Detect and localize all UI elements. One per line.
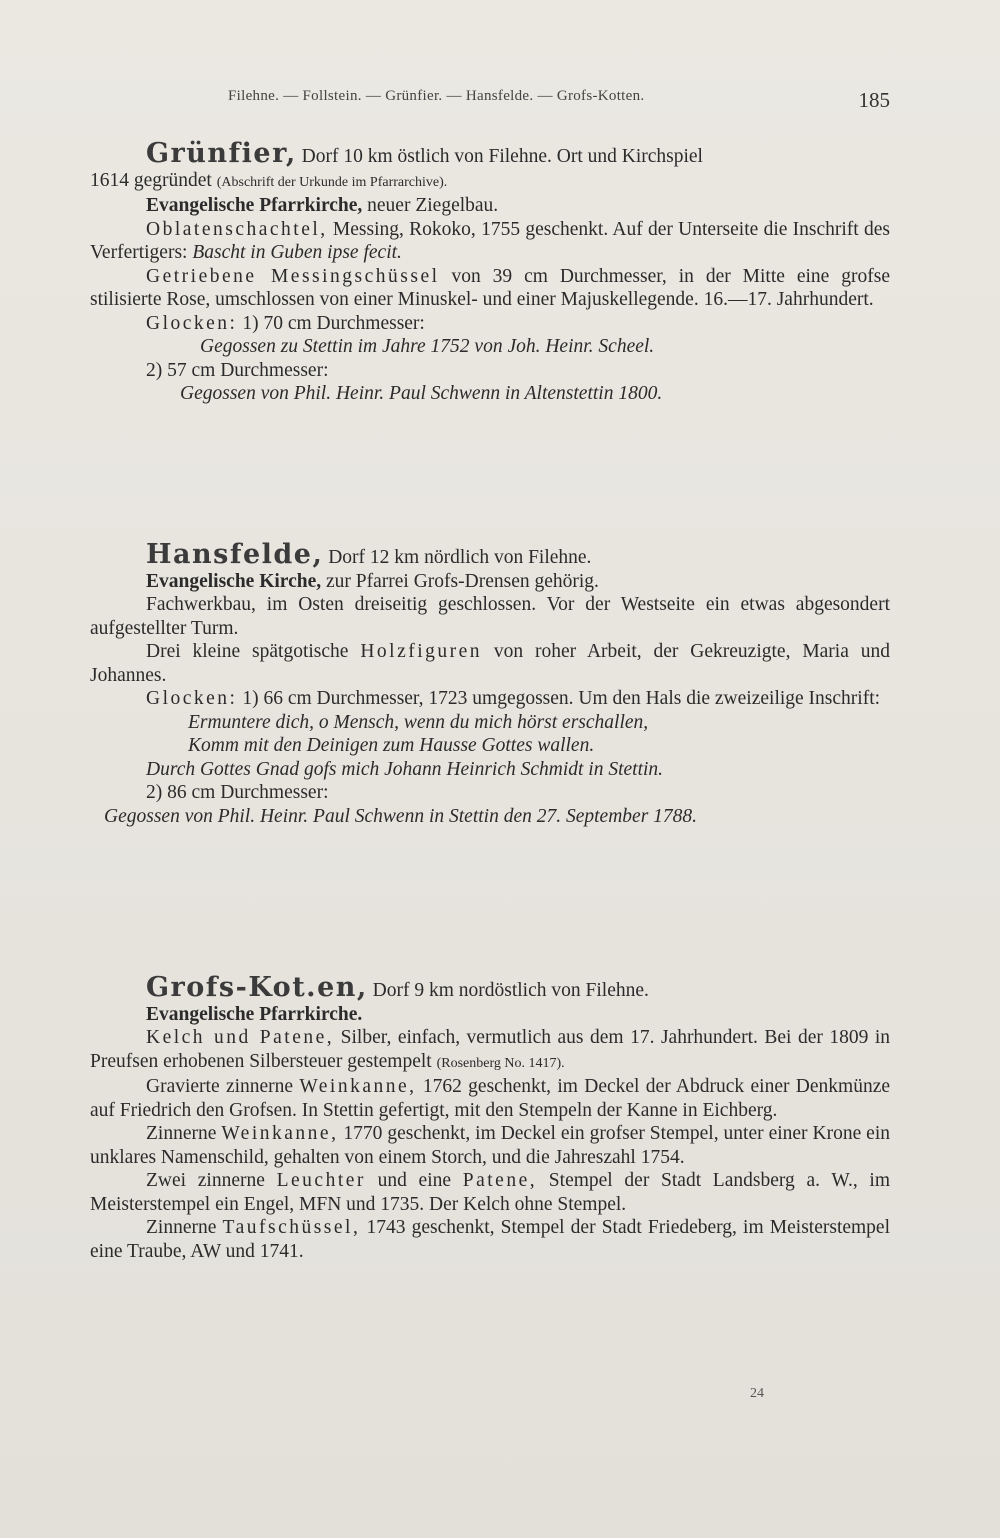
paragraph: Fachwerkbau, im Osten dreiseitig geschlossen. Vor der Westseite ein etwas abgesondert aufgestellter Turm.: [90, 594, 890, 639]
text: Stempel der Stadt Landsberg a. W., im Meisterstempel ein Engel, MFN und 1735. Der Kelch ohne Stempel.: [90, 1170, 890, 1215]
paragraph: [90, 265, 890, 312]
text: 1) 70 cm Durchmesser:: [237, 312, 425, 334]
text: von 39 cm Durchmesser, in der Mitte eine grofse stilisierte Rose, umschlossen von einer Minuskel- und einer Majuskellegende. 16.—17. Jahrhundert.: [90, 265, 890, 310]
inscription-line: Gegossen von Phil. Heinr. Paul Schwenn in Altenstettin 1800.: [180, 383, 663, 404]
paragraph: [90, 1026, 890, 1075]
text: 1770 geschenkt, im Deckel ein grofser Stempel, unter einer Krone ein unklares Namenschild, gehalten von einem Storch, und die Jahreszahl 1754.: [90, 1123, 890, 1168]
inscription: Bascht in Guben ipse fecit.: [192, 242, 402, 263]
item-name: Weinkanne,: [221, 1123, 339, 1144]
item-name: Patene,: [462, 1170, 538, 1191]
inscription-line: Gegossen zu Stettin im Jahre 1752 von Joh. Heinr. Scheel.: [200, 336, 655, 357]
text: Zinnerne: [146, 1123, 222, 1144]
inscription-line: Durch Gottes Gnad gofs mich Johann Heinrich Schmidt in Stettin.: [146, 758, 664, 780]
item-name: Getriebene Messingschüssel: [146, 265, 440, 287]
section-gruenfier: [90, 138, 890, 406]
text: Drei kleine spätgotische: [146, 641, 361, 662]
church-line: [90, 194, 890, 218]
church-desc: neuer Ziegelbau.: [362, 195, 499, 216]
text: 1762 geschenkt, im Deckel der Abdruck einer Denkmünze auf Friedrich den Grofsen. In Stettin gefertigt, mit den Stempeln der Kanne in Eichberg.: [90, 1076, 891, 1121]
title-rest: Dorf 10 km östlich von Filehne. Ort und Kirchspiel: [296, 146, 703, 167]
text: Zwei zinnerne: [146, 1170, 277, 1191]
section-title: Grofs-Kot.en,: [146, 972, 368, 1003]
inscription-line: Ermuntere dich, o Mensch, wenn du mich hörst erschallen,: [188, 711, 649, 733]
item-name: Weinkanne,: [299, 1076, 417, 1097]
title-rest: Dorf 12 km nördlich von Filehne.: [323, 547, 592, 568]
signature-mark: 24: [750, 1386, 764, 1401]
source-note: (Abschrift der Urkunde im Pfarrarchive).: [216, 174, 448, 190]
paragraph: 2) 57 cm Durchmesser:: [146, 359, 329, 381]
church-name: Evangelische Kirche,: [146, 570, 322, 592]
section-title: Hansfelde,: [146, 539, 324, 570]
section-heading: [90, 539, 890, 570]
page-number: 185: [858, 88, 890, 112]
paragraph: [90, 1216, 890, 1263]
text: und eine: [365, 1170, 463, 1191]
church-name: Evangelische Pfarrkirche.: [146, 1003, 363, 1025]
heading-continuation: [90, 169, 890, 195]
inscription-line: Komm mit den Deinigen zum Hausse Gottes wallen.: [188, 735, 595, 756]
text: Messing, Rokoko, 1755 geschenkt. Auf der Unterseite die Inschrift des Verfertigers:: [90, 218, 890, 263]
item-name: Taufschüssel,: [222, 1217, 361, 1238]
running-head: Filehne. — Follstein. — Grünfier. — Hansfelde. — Grofs-Kotten.: [228, 88, 645, 104]
paragraph: [90, 312, 890, 336]
church-line: [90, 1003, 890, 1027]
church-name: Evangelische Pfarrkirche,: [146, 195, 363, 216]
paragraph: 2) 86 cm Durchmesser:: [146, 782, 329, 803]
text: 1) 66 cm Durchmesser, 1723 umgegossen. Um den Hals die zweizeilige Inschrift:: [237, 688, 881, 709]
section-heading: [90, 138, 890, 169]
text: 1614 gegründet: [90, 169, 217, 191]
text: 1743 geschenkt, Stempel der Stadt Friedeberg, im Meisterstempel eine Traube, AW und 1741.: [90, 1217, 891, 1262]
item-name: Leuchter: [276, 1170, 366, 1191]
paragraph: [90, 1169, 890, 1216]
text: Silber, einfach, vermutlich aus dem 17. Jahrhundert. Bei der 1809 in Preufsen erhobenen Silbersteuer gestempelt: [90, 1027, 890, 1072]
text: Zinnerne: [146, 1217, 223, 1238]
paragraph: [90, 640, 890, 687]
section-grofs-kotten: [90, 972, 891, 1263]
paragraph: [90, 1075, 890, 1122]
inscription-line: Gegossen von Phil. Heinr. Paul Schwenn in Stettin den 27. September 1788.: [104, 805, 698, 827]
item-name: Holzfiguren: [360, 641, 483, 662]
section-heading: [90, 972, 890, 1003]
item-name: Oblatenschachtel,: [146, 218, 328, 240]
church-line: [90, 570, 890, 594]
title-rest: Dorf 9 km nordöstlich von Filehne.: [367, 980, 649, 1001]
church-desc: zur Pfarrei Grofs-Drensen gehörig.: [321, 570, 599, 592]
text: von roher Arbeit, der Gekreuzigte, Maria und Johannes.: [90, 641, 890, 686]
source-note: (Rosenberg No. 1417).: [436, 1055, 565, 1071]
paragraph: [90, 1122, 890, 1169]
paragraph: [90, 687, 890, 711]
section-hansfelde: [90, 539, 890, 828]
section-title: Grünfier,: [146, 138, 297, 169]
item-name: Glocken:: [146, 312, 238, 334]
item-name: Glocken:: [146, 688, 238, 709]
paragraph: [90, 218, 890, 265]
text: Gravierte zinnerne: [146, 1076, 300, 1097]
item-name: Kelch und Patene,: [146, 1027, 335, 1048]
